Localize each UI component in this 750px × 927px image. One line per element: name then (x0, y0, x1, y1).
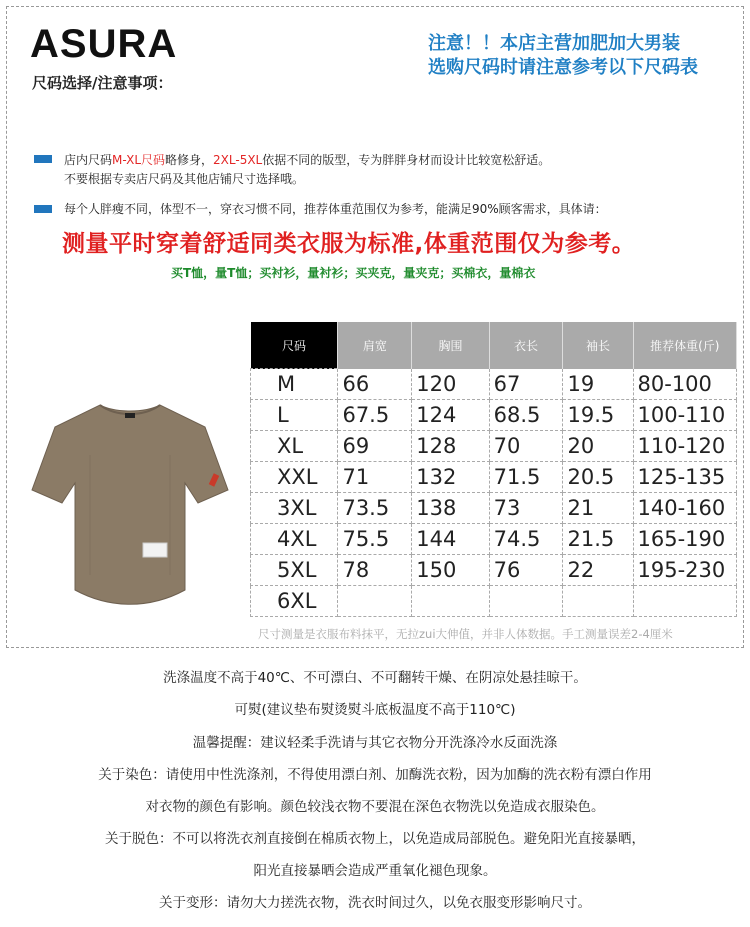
care-line-8: 关于变形：请勿大力搓洗衣物，洗衣时间过久，以免衣服变形影响尺寸。 (159, 895, 591, 911)
measure-cell: 69 (338, 431, 412, 462)
care-line-3: 温馨提醒：建议轻柔手洗请与其它衣物分开洗涤冷水反面洗涤 (192, 735, 558, 751)
measure-cell: 195-230 (633, 555, 736, 586)
page-subtitle: 尺码选择/注意事项： (32, 74, 173, 92)
measure-cell: 100-110 (633, 400, 736, 431)
info-text: 略修身， (165, 153, 214, 167)
bullet-marker (34, 155, 52, 163)
measurement-note: 尺寸测量是衣服布料抹平，无拉zui大伸值，并非人体数据。手工测量误差2-4厘米 (258, 627, 673, 641)
measure-cell: 120 (412, 369, 489, 400)
measure-cell: 80-100 (633, 369, 736, 400)
tshirt-image (30, 395, 230, 615)
table-header-row (251, 322, 737, 369)
measure-cell (563, 586, 633, 617)
measure-cell: 71 (338, 462, 412, 493)
store-notice (428, 32, 698, 80)
table-row (251, 369, 737, 400)
care-line-4: 关于染色：请使用中性洗涤剂，不得使用漂白剂、加酶洗衣粉，因为加酶的洗衣粉有漂白作用 (98, 767, 652, 783)
measure-cell: 125-135 (633, 462, 736, 493)
measure-cell: 67 (489, 369, 563, 400)
info-text: 依据不同的版型，专为胖胖身材而设计比较宽松舒适。 (262, 153, 551, 167)
care-line-6: 关于脱色：不可以将洗衣剂直接倒在棉质衣物上，以免造成局部脱色。避免阳光直接暴晒， (105, 831, 645, 847)
measure-cell: 144 (412, 524, 489, 555)
measure-cell: 22 (563, 555, 633, 586)
measurement-highlight: 测量平时穿着舒适同类衣服为标准,体重范围仅为参考。 (62, 231, 636, 257)
bullet-marker (34, 205, 52, 213)
measure-cell: 138 (412, 493, 489, 524)
measure-cell: 73.5 (338, 493, 412, 524)
table-row (251, 524, 737, 555)
measure-cell: 20.5 (563, 462, 633, 493)
table-row (251, 431, 737, 462)
notice-line-2: 选购尺码时请注意参考以下尺码表 (428, 57, 698, 78)
size-cell: 4XL (251, 524, 338, 555)
measure-cell: 20 (563, 431, 633, 462)
measure-cell: 67.5 (338, 400, 412, 431)
measure-cell: 74.5 (489, 524, 563, 555)
measure-cell: 78 (338, 555, 412, 586)
measure-cell: 19 (563, 369, 633, 400)
info-line-3: 每个人胖瘦不同，体型不一，穿衣习惯不同，推荐体重范围仅为参考，能满足90%顾客需求，具体请： (64, 202, 607, 216)
table-row (251, 400, 737, 431)
measure-cell: 110-120 (633, 431, 736, 462)
table-row (251, 493, 737, 524)
measure-cell: 70 (489, 431, 563, 462)
table-row (251, 586, 737, 617)
measure-cell (633, 586, 736, 617)
measure-cell (489, 586, 563, 617)
col-header-chest: 胸围 (412, 322, 489, 369)
info-red-text: 2XL-5XL (213, 153, 263, 167)
measure-cell: 75.5 (338, 524, 412, 555)
brand-logo: ASURA (30, 22, 178, 66)
size-cell: L (251, 400, 338, 431)
info-text: 店内尺码 (64, 153, 113, 167)
measure-cell (338, 586, 412, 617)
col-header-sleeve: 袖长 (563, 322, 633, 369)
col-header-weight: 推荐体重(斤) (633, 322, 736, 369)
size-cell: XL (251, 431, 338, 462)
col-header-shoulder: 肩宽 (338, 322, 412, 369)
size-cell: 6XL (251, 586, 338, 617)
size-chart-table (250, 322, 737, 617)
measure-cell: 21 (563, 493, 633, 524)
size-cell: M (251, 369, 338, 400)
care-line-7: 阳光直接暴晒会造成严重氧化褪色现象。 (253, 863, 497, 879)
size-cell: XXL (251, 462, 338, 493)
measure-cell: 21.5 (563, 524, 633, 555)
table-row (251, 462, 737, 493)
measure-cell: 165-190 (633, 524, 736, 555)
measure-cell: 66 (338, 369, 412, 400)
measure-cell: 128 (412, 431, 489, 462)
size-cell: 5XL (251, 555, 338, 586)
measure-cell: 140-160 (633, 493, 736, 524)
measure-cell: 71.5 (489, 462, 563, 493)
measure-cell: 68.5 (489, 400, 563, 431)
measure-cell: 19.5 (563, 400, 633, 431)
measurement-tip: 买T恤，量T恤；买衬衫，量衬衫；买夹克，量夹克；买棉衣，量棉衣 (171, 266, 536, 280)
measure-cell: 150 (412, 555, 489, 586)
info-red-text: M-XL尺码 (112, 153, 166, 167)
info-line-1 (64, 151, 550, 168)
measure-cell: 76 (489, 555, 563, 586)
table-row (251, 555, 737, 586)
care-line-2: 可熨(建议垫布熨烫熨斗底板温度不高于110℃) (234, 702, 516, 718)
measure-cell (412, 586, 489, 617)
measure-cell: 73 (489, 493, 563, 524)
care-line-1: 洗涤温度不高于40℃、不可漂白、不可翻转干燥、在阴凉处悬挂晾干。 (163, 670, 587, 686)
notice-line-1: 注意！！本店主营加肥加大男装 (428, 33, 680, 54)
measure-cell: 132 (412, 462, 489, 493)
info-line-2: 不要根据专卖店尺码及其他店铺尺寸选择哦。 (64, 172, 305, 186)
col-header-length: 衣长 (489, 322, 563, 369)
care-line-5: 对衣物的颜色有影响。颜色较浅衣物不要混在深色衣物洗以免造成衣服染色。 (145, 799, 605, 815)
measure-cell: 124 (412, 400, 489, 431)
size-cell: 3XL (251, 493, 338, 524)
col-header-size: 尺码 (251, 322, 338, 369)
